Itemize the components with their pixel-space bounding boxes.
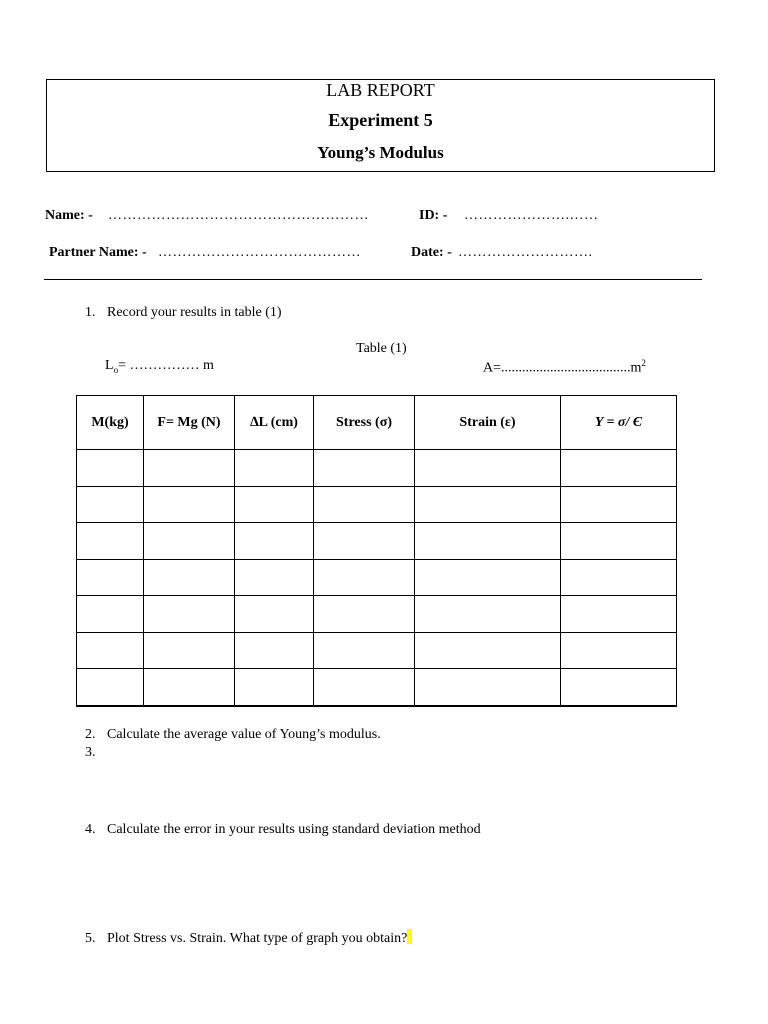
table-cell[interactable] — [415, 450, 561, 487]
question-3: 3. — [85, 745, 96, 760]
text-cursor-highlight — [407, 929, 412, 944]
table-cell[interactable] — [314, 559, 415, 596]
table-cell[interactable] — [314, 669, 415, 706]
table-cell[interactable] — [77, 559, 144, 596]
experiment-subtitle: Young’s Modulus — [317, 143, 444, 162]
header-strain: Strain (ε) — [415, 396, 561, 450]
table-cell[interactable] — [77, 450, 144, 487]
table-cell[interactable] — [415, 669, 561, 706]
date-field[interactable]: ………………………. — [458, 245, 593, 260]
question-4: 4. Calculate the error in your results using standard deviation method — [85, 822, 481, 837]
name-label: Name: - — [45, 208, 93, 223]
table-cell[interactable] — [144, 596, 235, 633]
table-row — [77, 523, 677, 560]
divider-line — [44, 279, 702, 280]
table-cell[interactable] — [415, 523, 561, 560]
experiment-label: Experiment 5 — [328, 110, 433, 130]
table-cell[interactable] — [314, 450, 415, 487]
table-row — [77, 632, 677, 669]
header-force: F= Mg (N) — [144, 396, 235, 450]
question-5: 5. Plot Stress vs. Strain. What type of graph you obtain? — [85, 929, 412, 947]
table-cell[interactable] — [415, 486, 561, 523]
table-cell[interactable] — [235, 450, 314, 487]
table-caption: Table (1) — [356, 341, 407, 356]
table-cell[interactable] — [77, 523, 144, 560]
header-mass: M(kg) — [77, 396, 144, 450]
table-row — [77, 596, 677, 633]
table-cell[interactable] — [314, 523, 415, 560]
id-label: ID: - — [419, 208, 448, 223]
table-row — [77, 486, 677, 523]
table-cell[interactable] — [77, 632, 144, 669]
header-box — [46, 79, 715, 172]
question-1: 1. Record your results in table (1) — [85, 305, 282, 320]
name-field[interactable]: ……………………………………………… — [108, 208, 369, 223]
table-cell[interactable] — [77, 486, 144, 523]
table-cell[interactable] — [314, 632, 415, 669]
table-cell[interactable] — [144, 632, 235, 669]
table-cell[interactable] — [144, 450, 235, 487]
header-delta-length: ∆L (cm) — [235, 396, 314, 450]
date-label: Date: - — [411, 245, 452, 260]
table-cell[interactable] — [235, 669, 314, 706]
table-cell[interactable] — [235, 632, 314, 669]
lo-field[interactable]: $L_o=$ …………… m — [105, 358, 214, 375]
question-2: 2. Calculate the average value of Young’s modulus. — [85, 727, 381, 742]
table-cell[interactable] — [144, 559, 235, 596]
table-cell[interactable] — [144, 486, 235, 523]
table-cell[interactable] — [561, 486, 677, 523]
table-cell[interactable] — [235, 559, 314, 596]
partner-name-field[interactable]: …………………………………… — [158, 245, 361, 260]
table-body — [77, 450, 677, 706]
table-cell[interactable] — [561, 632, 677, 669]
table-row — [77, 450, 677, 487]
table-cell[interactable] — [314, 596, 415, 633]
table-cell[interactable] — [561, 669, 677, 706]
table-cell[interactable] — [235, 596, 314, 633]
header-stress: Stress (σ) — [314, 396, 415, 450]
id-field[interactable]: ………………….…… — [464, 208, 599, 223]
table-cell[interactable] — [77, 669, 144, 706]
table-cell[interactable] — [561, 523, 677, 560]
area-field[interactable]: $A=.....................................m^2$ — [483, 358, 646, 376]
table-cell[interactable] — [235, 486, 314, 523]
table-cell[interactable] — [561, 559, 677, 596]
table-cell[interactable] — [235, 523, 314, 560]
report-title: LAB REPORT — [326, 80, 435, 100]
table-header-row — [77, 396, 677, 450]
header-youngs-modulus: Y = σ/ Є — [561, 396, 677, 450]
table-cell[interactable] — [144, 523, 235, 560]
results-table — [76, 395, 677, 707]
table-cell[interactable] — [415, 632, 561, 669]
table-cell[interactable] — [415, 559, 561, 596]
table-cell[interactable] — [77, 596, 144, 633]
table-row — [77, 559, 677, 596]
table-cell[interactable] — [561, 450, 677, 487]
table-cell[interactable] — [314, 486, 415, 523]
partner-name-label: Partner Name: - — [49, 245, 147, 260]
table-cell[interactable] — [415, 596, 561, 633]
table-cell[interactable] — [561, 596, 677, 633]
table-row — [77, 669, 677, 706]
table-cell[interactable] — [144, 669, 235, 706]
